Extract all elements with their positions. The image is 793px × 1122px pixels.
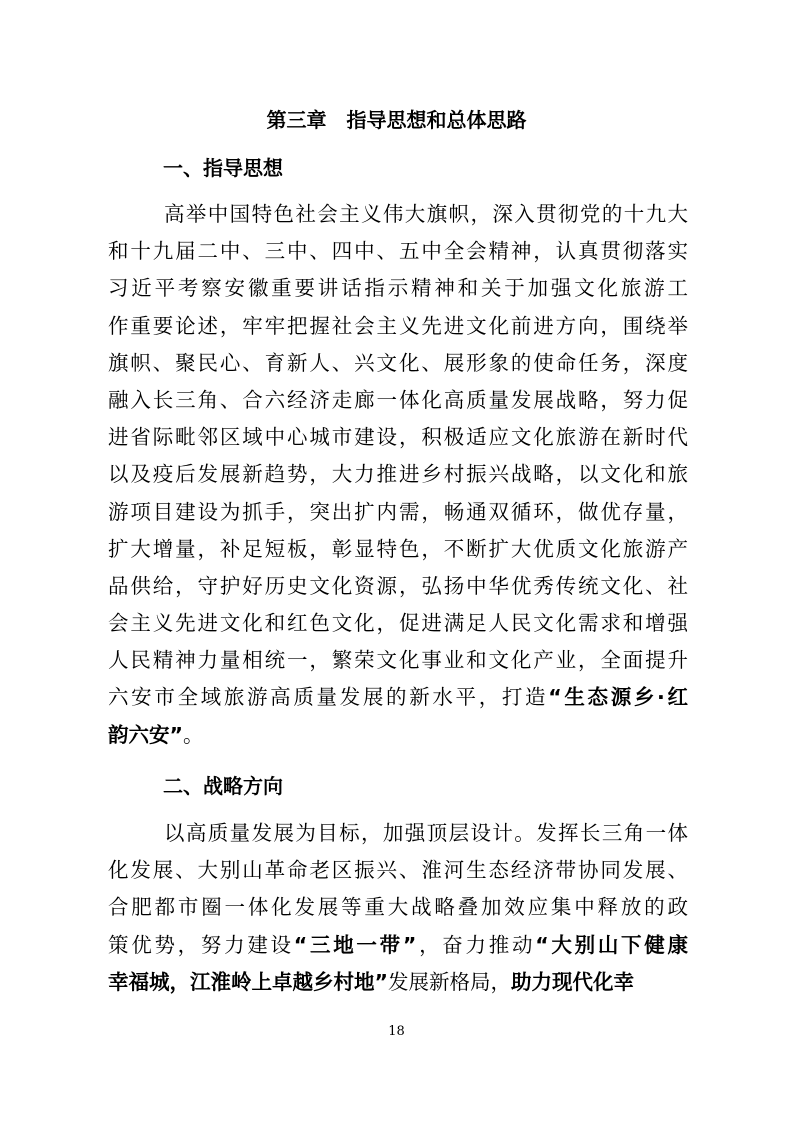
text-line — [108, 531, 688, 568]
section-heading-guiding-ideology: 一、指导思想 — [163, 156, 283, 180]
text-run: 以高质量发展为目标，加强顶层设计。发挥长三角一体 — [164, 821, 688, 845]
text-run: 高举中国特色社会主义伟大旗帜，深入贯彻党的十九大 — [164, 202, 688, 226]
text-line — [108, 456, 688, 493]
text-run: 人民精神力量相统一，繁荣文化事业和文化产业，全面提升 — [108, 648, 688, 673]
bold-text: “三地一带” — [293, 932, 417, 957]
text-run: 策优势，努力建设 — [108, 932, 294, 957]
text-line — [108, 308, 688, 345]
text-run: 以及疫后发展新趋势，大力推进乡村振兴战略，以文化和旅 — [108, 462, 688, 487]
text-line — [108, 889, 688, 926]
text-line — [108, 568, 688, 605]
text-line — [108, 196, 688, 233]
text-run: 合肥都市圈一体化发展等重大战略叠加效应集中释放的政 — [108, 895, 688, 920]
text-line — [108, 927, 688, 964]
text-line — [108, 494, 688, 531]
text-line — [108, 717, 688, 754]
text-run: 旗帜、聚民心、育新人、兴文化、展形象的使命任务，深度 — [108, 350, 688, 375]
text-run: 发展新格局， — [387, 969, 511, 994]
text-line — [108, 852, 688, 889]
text-run: 化发展、大别山革命老区振兴、淮河生态经济带协同发展、 — [108, 858, 688, 883]
text-run: 会主义先进文化和红色文化，促进满足人民文化需求和增强 — [108, 611, 688, 636]
text-run: 游项目建设为抓手，突出扩内需，畅通双循环，做优存量， — [108, 499, 688, 524]
text-run: 六安市全域旅游高质量发展的新水平，打造 — [108, 685, 549, 710]
bold-text: 韵六安” — [108, 722, 183, 747]
text-run: 扩大增量，补足短板，彰显特色，不断扩大优质文化旅游产 — [108, 536, 688, 561]
chapter-title: 第三章 指导思想和总体思路 — [266, 108, 527, 132]
paragraph-strategic-direction — [108, 815, 688, 1001]
text-run: 品供给，守护好历史文化资源，弘扬中华优秀传统文化、社 — [108, 573, 688, 598]
bold-text: 助力现代化幸 — [510, 969, 634, 994]
text-run: 进省际毗邻区域中心城市建设，积极适应文化旅游在新时代 — [108, 425, 688, 450]
page-number: 18 — [388, 1024, 405, 1039]
bold-text: “生态源乡·红 — [548, 685, 688, 710]
text-line — [108, 815, 688, 852]
text-line — [108, 605, 688, 642]
text-run: 和十九届二中、三中、四中、五中全会精神，认真贯彻落实 — [108, 239, 688, 264]
text-line — [108, 382, 688, 419]
text-line — [108, 233, 688, 270]
paragraph-guiding-ideology — [108, 196, 688, 754]
text-line — [108, 642, 688, 679]
text-run: 作重要论述，牢牢把握社会主义先进文化前进方向，围绕举 — [108, 313, 688, 338]
section-heading-strategic-direction: 二、战略方向 — [163, 774, 283, 798]
text-run: 融入长三角、合六经济走廊一体化高质量发展战略，努力促 — [108, 387, 688, 412]
text-run: 。 — [182, 722, 204, 747]
text-line — [108, 679, 688, 716]
text-run: 习近平考察安徽重要讲话指示精神和关于加强文化旅游工 — [108, 276, 688, 301]
text-line — [108, 270, 688, 307]
bold-text: “大别山下健康 — [535, 932, 688, 957]
bold-text: 幸福城，江淮岭上卓越乡村地” — [108, 969, 388, 994]
text-line — [108, 964, 688, 1001]
text-line — [108, 345, 688, 382]
text-run: ，奋力推动 — [416, 932, 536, 957]
text-line — [108, 419, 688, 456]
